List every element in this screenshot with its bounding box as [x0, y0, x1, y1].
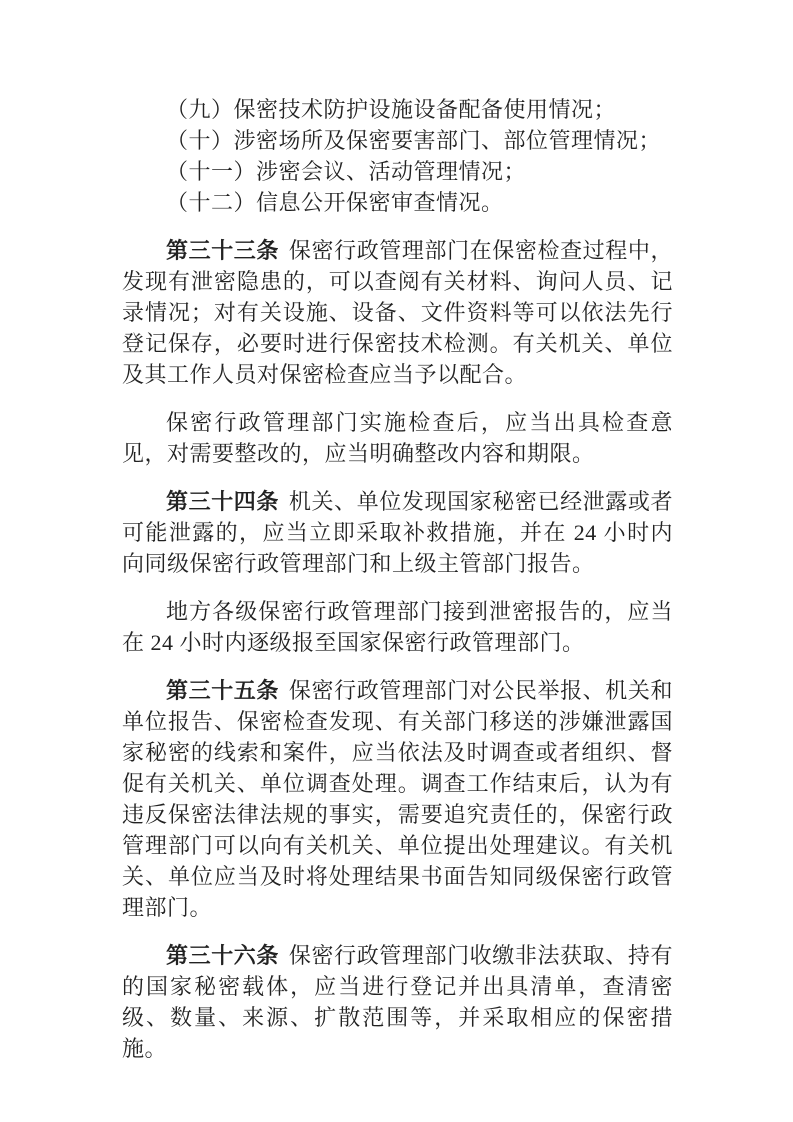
article-paragraph: 第三十五条 保密行政管理部门对公民举报、机关和单位报告、保密检查发现、有关部门移送的涉嫌泄露国家秘密的线索和案件，应当依法及时调查或者组织、督促有关机关、单位调查处理。调查工作结束后，认为有违反保密法律法规的事实，需要追究责任的，保密行政管理部门可以向有关机关、单位提出处理建议。有关机关、单位应当及时将处理结果书面告知同级保密行政管理部门。 [122, 678, 673, 920]
article-number: 第三十五条 [166, 678, 279, 703]
list-paragraph [122, 94, 673, 218]
article-number: 第三十三条 [166, 238, 279, 263]
list-item-line: （十二）信息公开保密审查情况。 [166, 190, 504, 215]
article-paragraph: 第三十三条 保密行政管理部门在保密检查过程中，发现有泄密隐患的，可以查阅有关材料、询问人员、记录情况；对有关设施、设备、文件资料等可以依法先行登记保存，必要时进行保密技术检测。有关机关、单位及其工作人员对保密检查应当予以配合。 [122, 238, 673, 387]
article-paragraph: 第三十六条 保密行政管理部门收缴非法获取、持有的国家秘密载体，应当进行登记并出具清单，查清密级、数量、来源、扩散范围等，并采取相应的保密措施。 [122, 943, 673, 1061]
article-number: 第三十六条 [166, 943, 279, 968]
list-item-line: （九）保密技术防护设施设备配备使用情况； [166, 97, 617, 122]
article-paragraph: 第三十四条 机关、单位发现国家秘密已经泄露或者可能泄露的，应当立即采取补救措施，并在 24 小时内向同级保密行政管理部门和上级主管部门报告。 [122, 489, 673, 576]
list-item-line: （十）涉密场所及保密要害部门、部位管理情况； [166, 128, 662, 153]
body-paragraph: 保密行政管理部门实施检查后，应当出具检查意见，对需要整改的，应当明确整改内容和期限。 [122, 410, 673, 466]
list-item-line: （十一）涉密会议、活动管理情况； [166, 159, 527, 184]
article-number: 第三十四条 [166, 489, 279, 514]
body-paragraph: 地方各级保密行政管理部门接到泄密报告的，应当在 24 小时内逐级报至国家保密行政管理部门。 [122, 599, 673, 655]
document-body [122, 94, 673, 1064]
